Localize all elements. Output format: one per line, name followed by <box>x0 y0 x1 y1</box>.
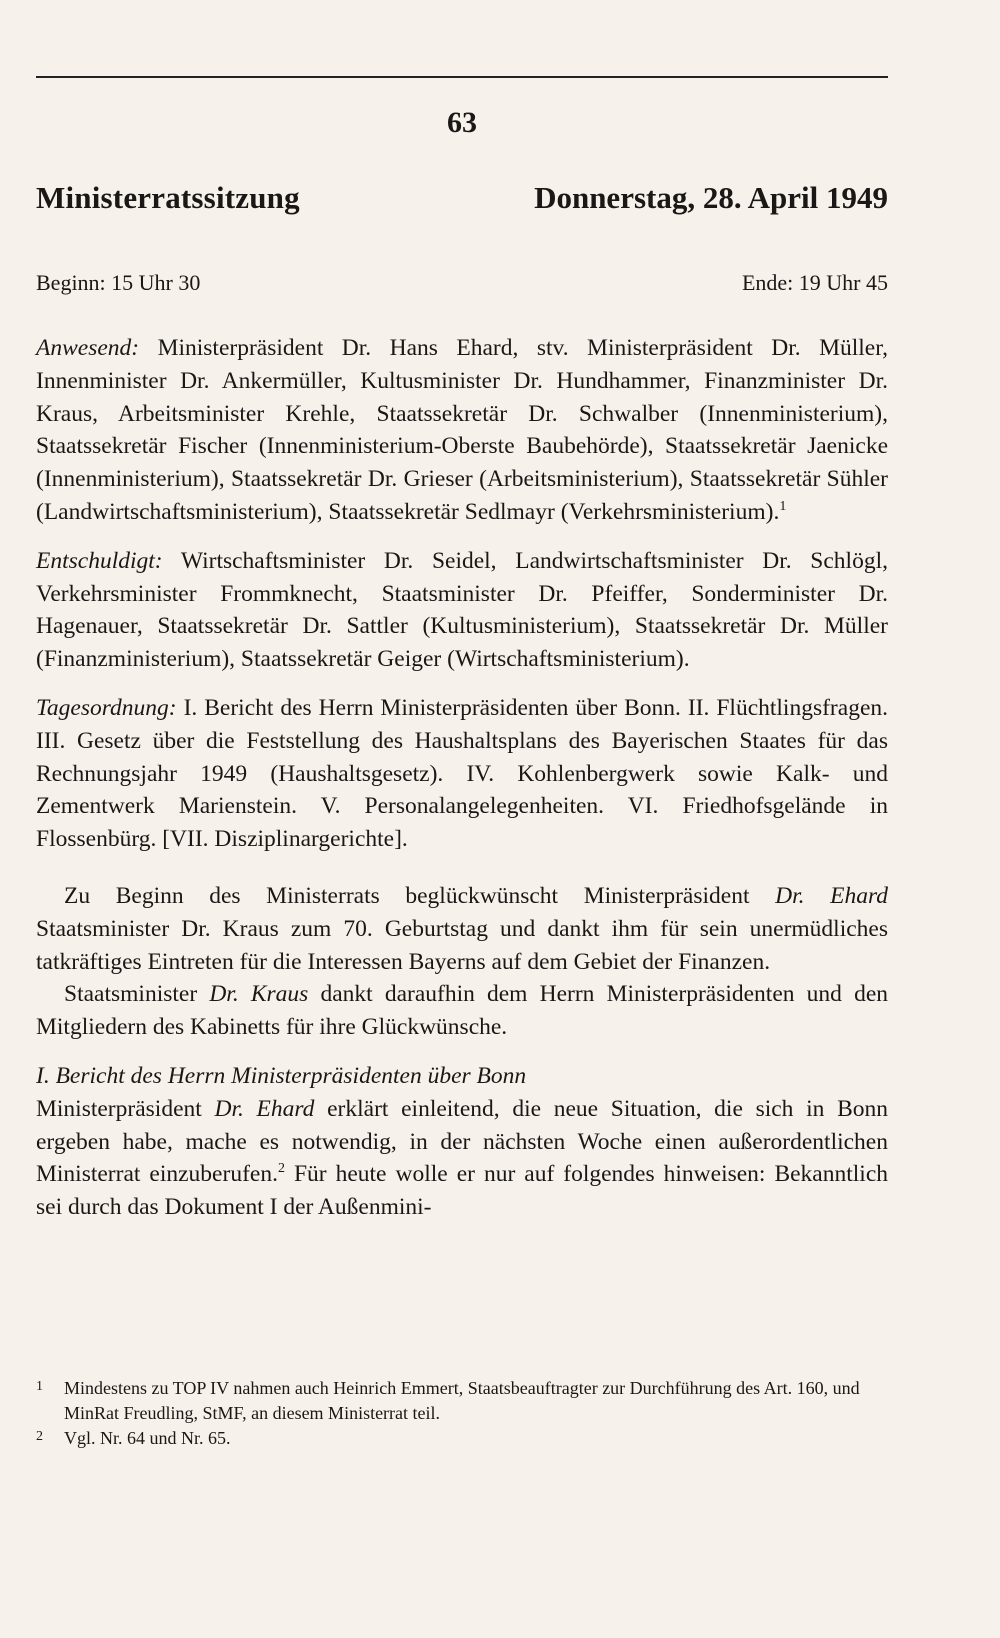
attendees-label: Anwesend: <box>36 335 140 361</box>
footnote-mark: 2 <box>36 1429 43 1444</box>
header-rule <box>36 76 888 78</box>
end-time: Ende: 19 Uhr 45 <box>741 270 888 295</box>
thanks-paragraph: Staatsminister Dr. Kraus dankt daraufhin dem Herrn Ministerpräsidenten und den Mitgliedern des Kabinetts für ihre Glückwünsche. <box>36 981 888 1041</box>
footnote-1 <box>36 1376 888 1426</box>
speaker-name: Dr. Ehard <box>214 1095 315 1122</box>
document-title: Ministerratssitzung <box>36 180 300 215</box>
excused-paragraph <box>36 545 888 676</box>
footnotes <box>36 1376 888 1451</box>
document-date: Donnerstag, 28. April 1949 <box>534 180 888 215</box>
report-paragraph: Ministerpräsident Dr. Ehard erklärt einleitend, die neue Situation, die sich in Bonn ergeben habe, mache es notwendig, in der nächsten Woche einen außerordentlichen Ministerrat einzuberufen.$^2$ Für heute wolle er nur auf folgendes hinweisen: Bekanntlich sei durch das Dokument I der Außenmini- <box>36 1095 889 1221</box>
agenda-paragraph <box>36 692 888 856</box>
attendees-paragraph <box>36 332 888 529</box>
excused-label: Entschuldigt: <box>36 547 163 574</box>
footnote-ref-2: 2 <box>277 1161 285 1177</box>
footnote-mark: 1 <box>36 1379 43 1394</box>
congratulation-paragraph: Zu Beginn des Ministerrats beglückwünscht Ministerpräsident Dr. Ehard Staatsminister Dr. Kraus zum 70. Geburtstag und dankt ihm für sein unermüdliches tatkräftiges Eintreten für die Interessen Bayerns auf dem Gebiet der Finanzen. <box>36 882 888 975</box>
footnote-text: Vgl. Nr. 64 und Nr. 65. <box>64 1428 231 1448</box>
speaker-name: Dr. Kraus <box>209 981 309 1008</box>
footnote-ref-1: 1 <box>779 499 787 515</box>
footnote-text: Mindestens zu TOP IV nahmen auch Heinrich Emmert, Staatsbeauftragter zur Durchführung des Art. 160, und MinRat Freudling, StMF, an diesem Ministerrat teil. <box>64 1378 860 1423</box>
agenda-label: Tagesordnung: <box>36 694 177 721</box>
excused-text: Wirtschaftsminister Dr. Seidel, Landwirtschaftsminister Dr. Schlögl, Verkehrsminister Frommknecht, Staatsminister Dr. Pfeiffer, Sonderminister Dr. Hagenauer, Staatssekretär Dr. Sattler (Kultusministerium), Staatssekretär Dr. Müller (Finanzministerium), Staatssekretär Geiger (Wirtschaftsministerium). <box>36 547 888 673</box>
page-number: 63 <box>447 106 477 139</box>
section-heading: I. Bericht des Herrn Ministerpräsidenten über Bonn <box>36 1062 527 1089</box>
begin-time: Beginn: 15 Uhr 30 <box>36 270 201 295</box>
body-text <box>36 332 888 1224</box>
speaker-name: Dr. Ehard <box>775 882 888 909</box>
footnote-2 <box>36 1426 888 1451</box>
attendees-text: Ministerpräsident Dr. Hans Ehard, stv. Ministerpräsident Dr. Müller, Innenminister Dr. Ankermüller, Kultusminister Dr. Hundhammer, Finanzminister Dr. Kraus, Arbeitsminister Krehle, Staatssekretär Dr. Schwalber (Innenministerium), Staatssekretär Fischer (Innenministerium-Oberste Baubehörde), Staatssekretär Jaenicke (Innenministerium), Staatssekretär Dr. Grieser (Arbeitsministerium), Staatssekretär Sühler (Landwirtschaftsministerium), Staatssekretär Sedlmayr (Verkehrsministerium). <box>36 335 888 525</box>
agenda-text: I. Bericht des Herrn Ministerpräsidenten über Bonn. II. Flüchtlingsfragen. III. Gesetz über die Feststellung des Haushaltsplans des Bayerischen Staates für das Rechnungsjahr 1949 (Haushaltsgesetz). IV. Kohlenbergwerk sowie Kalk- und Zementwerk Marienstein. V. Personalangelegenheiten. VI. Friedhofsgelände in Flossenbürg. [VII. Disziplinargerichte]. <box>36 694 888 853</box>
